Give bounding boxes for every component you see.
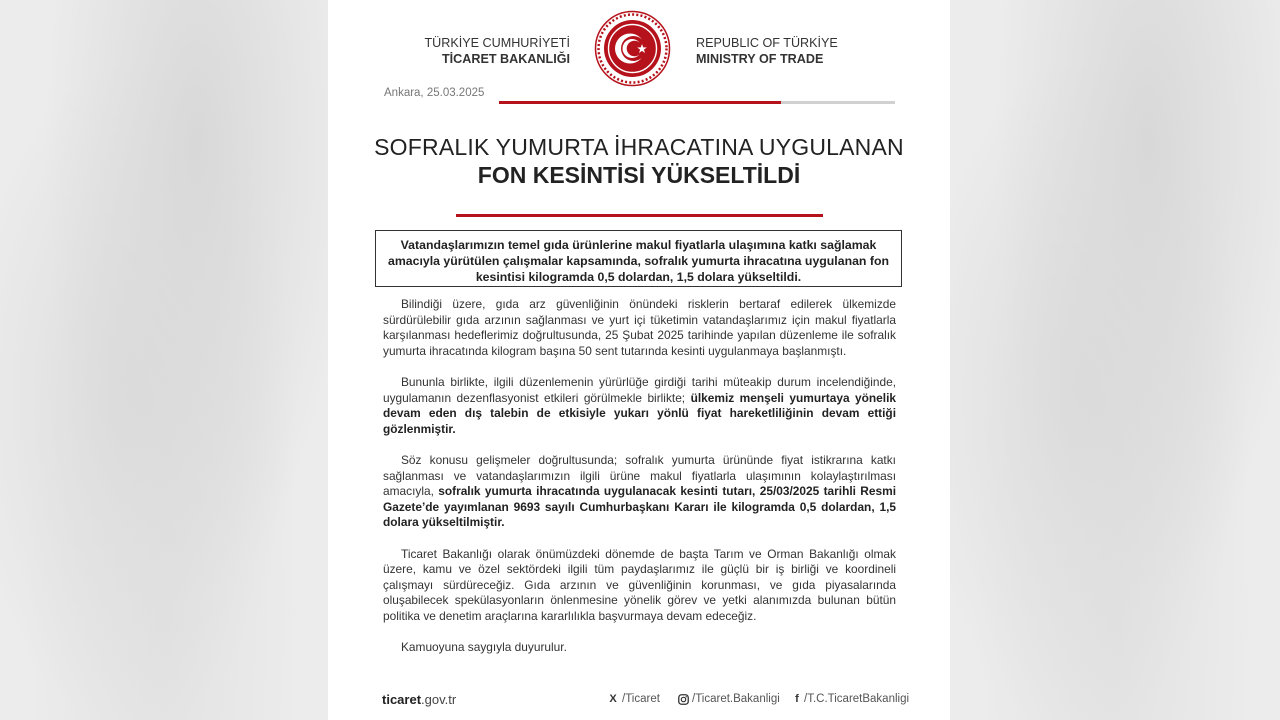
paragraph-3 (383, 453, 896, 531)
page-title-line1: SOFRALIK YUMURTA İHRACATINA UYGULANAN (374, 134, 904, 160)
x-social-link[interactable] (607, 693, 660, 705)
blurred-background-right (950, 0, 1280, 720)
date-line: Ankara, 25.03.2025 (384, 87, 485, 99)
header-right-line2: MINISTRY OF TRADE (696, 52, 824, 66)
facebook-handle: /T.C.TicaretBakanligi (804, 693, 910, 705)
paragraph-2 (383, 375, 896, 437)
summary-box: Vatandaşlarımızın temel gıda ürünlerine makul fiyatlarla ulaşımına katkı sağlamak amacıyla yürütülen çalışmalar kapsamında, sofralık yumurta ihracatına uygulanan fon kesintisi kilogramda 0,5 dolardan, 1,5 dolara yükseltildi. (375, 230, 902, 287)
facebook-social-link[interactable] (793, 693, 909, 705)
paragraph-5: Kamuoyuna saygıyla duyurulur. (401, 640, 567, 655)
footer (382, 692, 910, 710)
header-left-line1: TÜRKİYE CUMHURİYETİ (424, 36, 570, 50)
header-divider-accent (499, 101, 781, 104)
paragraph-1: Bilindiği üzere, gıda arz güvenliğinin önündeki risklerin bertaraf edilerek ülkemizde sürdürülebilir gıda arzının sağlanması ve yurt içi tüketimin vatandaşlarımız için makul fiyatlarla karşılanması hedeflerimiz doğrultusunda, 25 Şubat 2025 tarihinde yapılan düzenleme ile sofralık yumurta ihracatında kilogram başına 50 sent tutarında kesinti uygulanmaya başlanmıştı. (383, 297, 896, 358)
x-logo-icon: X (609, 693, 617, 705)
instagram-handle: /Ticaret.Bakanligi (692, 693, 780, 705)
page-title-line2: FON KESİNTİSİ YÜKSELTİLDİ (477, 162, 801, 188)
header-right-line1: REPUBLIC OF TÜRKİYE (696, 36, 838, 50)
instagram-icon (678, 694, 689, 705)
facebook-logo-icon: f (795, 693, 799, 705)
ministry-emblem-icon (594, 10, 671, 87)
title-divider (456, 214, 823, 217)
website-bold: ticaret (382, 692, 422, 707)
press-release-document (328, 0, 950, 720)
paragraph-2-bold: ülkemiz menşeli yumurtaya yönelik devam eden dış talebin de etkisiyle yukarı yönlü fiyat hareketliliğinin devam ettiği gözlenmiştir. (383, 390, 897, 436)
header-left-line2: TİCARET BAKANLIĞI (441, 52, 570, 66)
paragraph-2-text: Bununla birlikte, ilgili düzenlemenin yürürlüğe girdiği tarihi müteakip durum incelendiğinde, uygulamanın dezenflasyonist etkileri görülmekle birlikte; (383, 374, 896, 405)
instagram-social-link[interactable] (678, 693, 780, 705)
paragraph-3-bold: sofralık yumurta ihracatında uygulanacak kesinti tutarı, 25/03/2025 tarihli Resmi Gazete’de yayımlanan 9693 sayılı Cumhurbaşkanı Kararı ile kilogramda 0,5 dolardan, 1,5 dolara yükseltilmiştir. (383, 484, 896, 530)
website-domain: .gov.tr (421, 692, 457, 707)
paragraph-3-text: Söz konusu gelişmeler doğrultusunda; sofralık yumurta ürününde fiyat istikrarına katkı sağlanması ve vatandaşlarımızın ilgili ürüne makul fiyatlarla ulaşımının kolaylaştırılması amacıyla, (383, 452, 896, 499)
header-english (696, 35, 896, 67)
body-text (383, 297, 896, 671)
paragraph-4: Ticaret Bakanlığı olarak önümüzdeki dönemde de başta Tarım ve Orman Bakanlığı olmak üzere, kamu ve özel sektördeki ilgili tüm paydaşlarımız ile güçlü bir iş birliği ve koordineli çalışmayı sürdüreceğiz. Gıda arzının ve güvenliğinin korunması, ve gıda piyasalarında oluşabilecek spekülasyonların önlenmesine yönelik görev ve yetki alanımızda bulunan bütün politika ve denetim araçlarına kararlılıkla başvurmaya devam edeceğiz. (383, 546, 896, 623)
website-link[interactable] (382, 692, 456, 707)
header-turkish (392, 35, 570, 67)
blurred-background-left (0, 0, 328, 720)
x-handle: /Ticaret (622, 693, 660, 705)
